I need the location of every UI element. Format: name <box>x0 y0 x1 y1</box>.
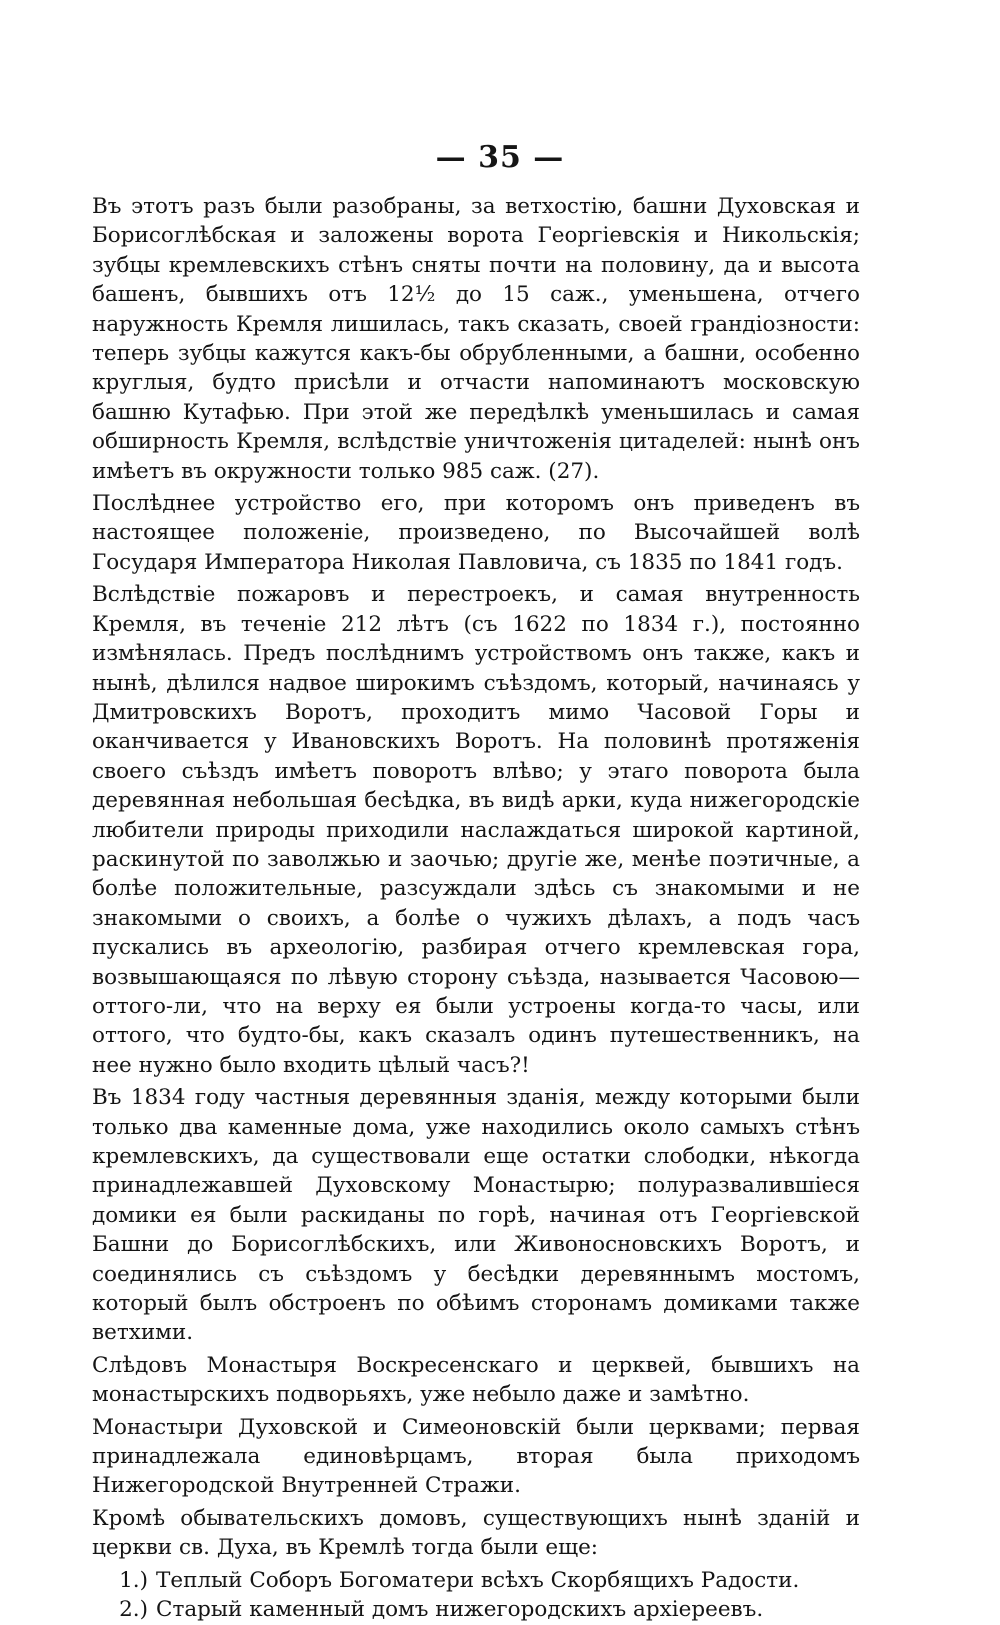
paragraph-4: Въ 1834 году частныя деревянныя зданія, между которыми были только два каменные дома, уже находились около самыхъ стѣнъ кремлевскихъ, да существовали еще остатки слободки, нѣкогда принадлежавшей Духовскому Монастырю; полуразвалившіеся домики ея были раскиданы по горѣ, начиная отъ Георгіевской Башни до Борисоглѣбскихъ, или Живоносновскихъ Воротъ, и соединялись съ съѣздомъ у бесѣдки деревяннымъ мостомъ, который былъ обстроенъ по обѣимъ сторонамъ домиками также ветхими. <box>92 1085 860 1346</box>
paragraph-1: Въ этотъ разъ были разобраны, за ветхостію, башни Духовская и Борисоглѣбская и заложены ворота Георгіевскія и Никольскія; зубцы кремлевскихъ стѣнъ сняты почти на половину, да и высота башенъ, бывшихъ отъ 12½ до 15 саж., уменьшена, отчего наружность Кремля лишилась, такъ сказать, своей грандіозности: теперь зубцы кажутся какъ-бы обрубленными, а башни, особенно круглыя, будто присѣли и отчасти напоминаютъ московскую башню Кутафью. При этой же передѣлкѣ уменьшилась и самая обширность Кремля, вслѣдствіе уничтоженія цитаделей: нынѣ онъ имѣетъ въ окружности только 985 саж. (27). <box>92 194 860 484</box>
page-number: — 35 — <box>435 140 565 175</box>
list-item-number: 1.) <box>119 1567 148 1593</box>
paragraph-2: Послѣднее устройство его, при которомъ онъ приведенъ въ настоящее положеніе, произведено, по Высочайшей волѣ Государя Императора Николая Павловича, съ 1835 по 1841 годъ. <box>92 491 860 575</box>
list-item-number: 2.) <box>119 1597 148 1623</box>
body-text <box>92 192 860 1625</box>
list-item-text: Теплый Соборъ Богоматери всѣхъ Скорбящихъ Радости. <box>156 1567 800 1593</box>
list-item-text: Старый каменный домъ нижегородскихъ архіереевъ. <box>156 1597 764 1623</box>
list-item <box>92 1595 860 1624</box>
list-item <box>92 1566 860 1595</box>
paragraph-6: Монастыри Духовской и Симеоновскій были церквами; первая принадлежала единовѣрцамъ, вторая была приходомъ Нижегородской Внутренней Стражи. <box>92 1414 860 1499</box>
paragraph-5: Слѣдовъ Монастыря Воскресенскаго и церквей, бывшихъ на монастырскихъ подворьяхъ, уже небыло даже и замѣтно. <box>92 1352 860 1408</box>
paragraph-3: Вслѣдствіе пожаровъ и перестроекъ, и самая внутренность Кремля, въ теченіе 212 лѣтъ (съ 1622 по 1834 г.), постоянно измѣнялась. Предъ послѣднимъ устройствомъ онъ также, какъ и нынѣ, дѣлился надвое широкимъ съѣздомъ, который, начинаясь у Дмитровскихъ Воротъ, проходитъ мимо Часовой Горы и оканчивается у Ивановскихъ Воротъ. На половинѣ протяженія своего съѣздъ имѣетъ поворотъ влѣво; у этаго поворота была деревянная небольшая бесѣдка, въ видѣ арки, куда нижегородскіе любители природы приходили наслаждаться широкой картиной, раскинутой по заволжью и заочью; другіе же, менѣе поэтичные, а болѣе положительные, разсуждали здѣсь съ знакомыми и не знакомыми о своихъ, а болѣе о чужихъ дѣлахъ, а подъ часъ пускались въ археологію, разбирая отчего кремлевская гора, возвышающаяся по лѣвую сторону съѣзда, называется Часовою—оттого-ли, что на верху ея были устроены когда-то часы, или оттого, что будто-бы, какъ сказалъ одинъ путешественникъ, на нее нужно было входить цѣлый часъ?! <box>92 582 860 1078</box>
paragraph-7: Кромѣ обывательскихъ домовъ, существующихъ нынѣ зданій и церкви св. Духа, въ Кремлѣ тогда были еще: <box>92 1505 860 1561</box>
